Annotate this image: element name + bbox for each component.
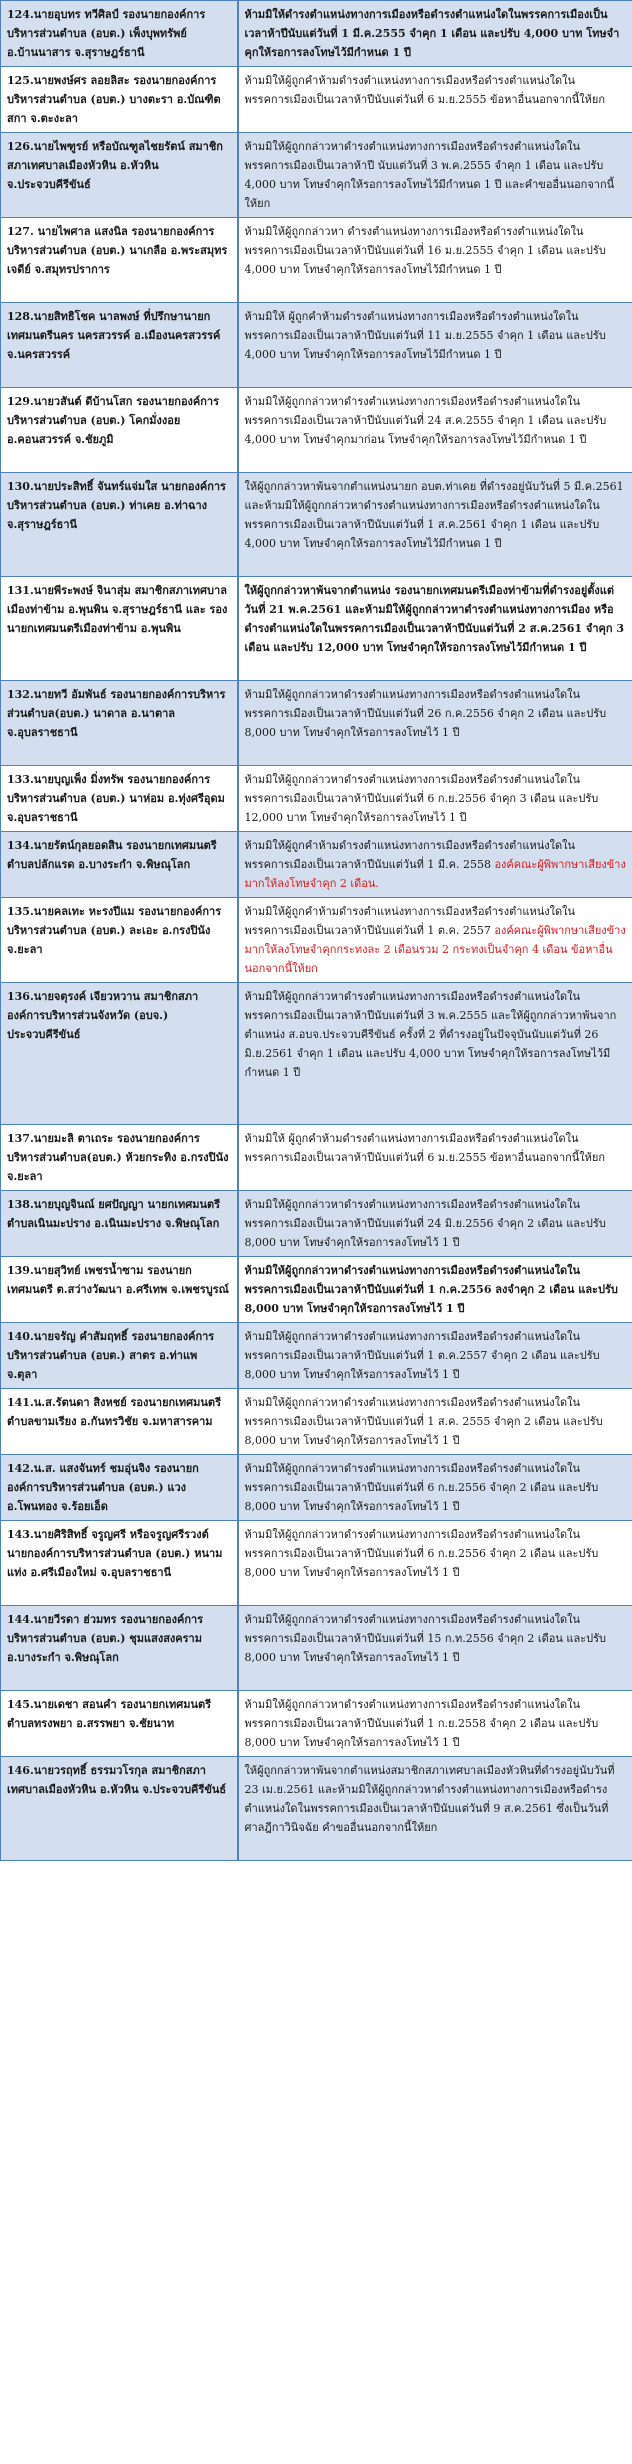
person-cell: 144.นายวีรดา ฮ่วมทร รองนายกองค์การบริหารส่วนตำบล (อบต.) ชุมแสงสงคราม อ.บางระกำ จ.พิษณุโลก bbox=[1, 1606, 238, 1691]
person-cell: 128.นายสิทธิโชค นาลพงษ์ ที่ปรึกษานายกเทศมนตรีนคร นครสวรรค์ อ.เมืองนครสวรรค์ จ.นครสวรรค์ bbox=[1, 303, 238, 388]
penalty-cell: ห้ามมิให้ผู้ถูกกล่าวหาดำรงตำแหน่งทางการเมืองหรือดำรงตำแหน่งใดในพรรคการเมืองเป็นเวลาห้าปีนับแต่วันที่ 24 มิ.ย.2556 จำคุก 2 เดือน และปรับ 8,000 บาท โทษจำคุกให้รอการลงโทษไว้ 1 ปี bbox=[238, 1191, 632, 1257]
table-row bbox=[1, 1323, 632, 1389]
table-row bbox=[1, 1757, 632, 1861]
table-row bbox=[1, 983, 632, 1125]
person-cell: 143.นายศิริสิทธิ์ จรูญศรี หรือจรูญศรีรวงต์ นายกองค์การบริหารส่วนตำบล (อบต.) หนามแท่ง อ.ศรีเมืองใหม่ จ.อุบลราชธานี bbox=[1, 1521, 238, 1606]
person-cell: 124.นายอุบทร ทวีศิลป์ รองนายกองค์การบริหารส่วนตำบล (อบต.) เพ็งบุพทรัพย์ อ.บ้านนาสาร จ.สุราษฎร์ธานี bbox=[1, 1, 238, 67]
table-row bbox=[1, 832, 632, 898]
person-cell: 126.นายไพฑูรย์ หรือบัณฑูลไชยรัตน์ สมาชิกสภาเทศบาลเมืองหัวหิน อ.หัวหิน จ.ประจวบคีรีขันธ์ bbox=[1, 133, 238, 218]
table-row bbox=[1, 1, 632, 67]
table-row bbox=[1, 1691, 632, 1757]
penalty-red-note: องค์คณะผู้พิพากษาเสียงข้างมากให้ลงโทษจำคุกกระทงละ 2 เดือนรวม 2 กระทงเป็นจำคุก 4 เดือน ข้อหาอื่นนอกจากนี้ให้ยก bbox=[244, 924, 626, 975]
person-cell: 133.นายบุญเพ็ง มิ่งทรัพ รองนายกองค์การบริหารส่วนตำบล (อบต.) นาห่อม อ.ทุ่งศรีอุดม จ.อุบลราชธานี bbox=[1, 766, 238, 832]
table-row bbox=[1, 473, 632, 577]
person-cell: 146.นายวรฤทธิ์ ธรรมวโรกุล สมาชิกสภาเทศบาลเมืองหัวหิน อ.หัวหิน จ.ประจวบคีรีขันธ์ bbox=[1, 1757, 238, 1861]
penalty-cell: ห้ามมิให้ผู้ถูกกล่าวหาดำรงตำแหน่งทางการเมืองหรือดำรงตำแหน่งใดในพรรคการเมืองเป็นเวลาห้าปีนับแต่วันที่ 1 ส.ค. 2555 จำคุก 2 เดือน และปรับ 8,000 บาท โทษจำคุกให้รอการลงโทษไว้ 1 ปี bbox=[238, 1389, 632, 1455]
penalty-cell: ห้ามมิให้ผู้ถูกกล่าวหา ดำรงตำแหน่งทางการเมืองหรือดำรงตำแหน่งใดในพรรคการเมืองเป็นเวลาห้าปีนับแต่วันที่ 16 ม.ย.2555 จำคุก 1 เดือน และปรับ 4,000 บาท โทษจำคุกให้รอการลงโทษไว้มีกำหนด 1 ปี bbox=[238, 218, 632, 303]
penalty-cell bbox=[238, 898, 632, 983]
table-row bbox=[1, 681, 632, 766]
penalty-cell: ให้ผู้ถูกกล่าวหาพ้นจากตำแหน่งนายก อบต.ท่าเคย ที่ดำรงอยู่นับวันที่ 5 มี.ค.2561 และห้ามมิให้ผู้ถูกกล่าวหาดำรงตำแหน่งทางการเมืองหรือดำรงตำแหน่งใดในพรรคการเมืองเป็นเวลาห้าปีนับแต่วันที่ 1 ส.ค.2561 จำคุก 1 เดือน และปรับ 4,000 บาท โทษจำคุกให้รอการลงโทษไว้มีกำหนด 1 ปี bbox=[238, 473, 632, 577]
penalty-cell: ห้ามมิให้ผู้ถูกกล่าวหาดำรงตำแหน่งทางการเมืองหรือดำรงตำแหน่งใดในพรรคการเมืองเป็นเวลาห้าปีนับแต่วันที่ 3 พ.ค.2555 และให้ผู้ถูกกล่าวหาพ้นจากตำแหน่ง ส.อบจ.ประจวบคีรีขันธ์ ครั้งที่ 2 ที่ดำรงอยู่ในปัจจุบันนับแต่วันที่ 26 มิ.ย.2561 จำคุก 1 เดือน และปรับ 4,000 บาท โทษจำคุกให้รอการลงโทษไว้มีกำหนด 1 ปี bbox=[238, 983, 632, 1125]
table-row bbox=[1, 577, 632, 681]
table-row bbox=[1, 1389, 632, 1455]
person-cell: 129.นายวสันต์ ดีบ้านโสก รองนายกองค์การบริหารส่วนตำบล (อบต.) โคกมั่งงอย อ.คอนสวรรค์ จ.ชัยภูมิ bbox=[1, 388, 238, 473]
table-row bbox=[1, 1521, 632, 1606]
penalty-cell: ห้ามมิให้ผู้ถูกกล่าวหาดำรงตำแหน่งทางการเมืองหรือดำรงตำแหน่งใดในพรรคการเมืองเป็นเวลาห้าปีนับแต่วันที่ 1 ต.ค.2557 จำคุก 2 เดือน และปรับ 8,000 บาท โทษจำคุกให้รอการลงโทษไว้ 1 ปี bbox=[238, 1323, 632, 1389]
penalty-cell: ห้ามมิให้ ผู้ถูกคำห้ามดำรงตำแหน่งทางการเมืองหรือดำรงตำแหน่งใดในพรรคการเมืองเป็นเวลาห้าปีนับแต่วันที่ 6 ม.ย.2555 ข้อหาอื่นนอกจากนี้ให้ยก bbox=[238, 1125, 632, 1191]
penalty-cell bbox=[238, 832, 632, 898]
person-cell: 145.นายเดชา สอนคำ รองนายกเทศมนตรีตำบลทรงพยา อ.สรรพยา จ.ชัยนาท bbox=[1, 1691, 238, 1757]
person-cell: 138.นายบุญจินณ์ ยศปัญญา นายกเทศมนตรีตำบลเนินมะปราง อ.เนินมะปราง จ.พิษณุโลก bbox=[1, 1191, 238, 1257]
penalty-cell: ห้ามมิให้ผู้ถูกคำห้ามดำรงตำแหน่งทางการเมืองหรือดำรงตำแหน่งใดในพรรคการเมืองเป็นเวลาห้าปีนับแต่วันที่ 6 ม.ย.2555 ข้อหาอื่นนอกจากนี้ให้ยก bbox=[238, 67, 632, 133]
ruling-table-body bbox=[1, 1, 632, 1861]
table-row bbox=[1, 1455, 632, 1521]
person-cell: 141.น.ส.รัตนดา สิงหชย์ รองนายกเทศมนตรีตำบลขามเรียง อ.กันทรวิชัย จ.มหาสารคาม bbox=[1, 1389, 238, 1455]
penalty-cell: ให้ผู้ถูกกล่าวหาพ้นจากตำแหน่ง รองนายกเทศมนตรีเมืองท่าข้ามที่ดำรงอยู่ตั้งแต่วันที่ 21 พ.ค.2561 และห้ามมิให้ผู้ถูกกล่าวหาดำรงตำแหน่งทางการเมือง หรือดำรงตำแหน่งใดในพรรคการเมืองเป็นเวลาห้าปีนับแต่วันที่ 2 ส.ค.2561 จำคุก 3 เดือน และปรับ 12,000 บาท โทษจำคุกให้รอการลงโทษไว้มีกำหนด 1 ปี bbox=[238, 577, 632, 681]
penalty-text: ห้ามมิให้ผู้ถูกคำห้ามดำรงตำแหน่งทางการเมืองหรือดำรงตำแหน่งใดในพรรคการเมืองเป็นเวลาห้าปีนับแต่วันที่ 1 ต.ค. 2557 bbox=[244, 905, 576, 937]
penalty-cell: ห้ามมิให้ผู้ถูกกล่าวหาดำรงตำแหน่งทางการเมืองหรือดำรงตำแหน่งใดในพรรคการเมืองเป็นเวลาห้าปีนับแต่วันที่ 24 ส.ค.2555 จำคุก 1 เดือน และปรับ 4,000 บาท โทษจำคุกมาก่อน โทษจำคุกให้รอการลงโทษไว้มีกำหนด 1 ปี bbox=[238, 388, 632, 473]
penalty-cell: ห้ามมิให้ผู้ถูกกล่าวหาดำรงตำแหน่งทางการเมืองหรือดำรงตำแหน่งใดในพรรคการเมืองเป็นเวลาห้าปีนับแต่วันที่ 6 ก.ย.2556 จำคุก 2 เดือน และปรับ 8,000 บาท โทษจำคุกให้รอการลงโทษไว้ 1 ปี bbox=[238, 1521, 632, 1606]
table-row bbox=[1, 1125, 632, 1191]
penalty-cell: ให้ผู้ถูกกล่าวหาพ้นจากตำแหน่งสมาชิกสภาเทศบาลเมืองหัวหินที่ดำรงอยู่นับวันที่ 23 เม.ย.2561 และห้ามมิให้ผู้ถูกกล่าวหาดำรงตำแหน่งทางการเมืองหรือดำรงตำแหน่งใดในพรรคการเมืองเป็นเวลาห้าปีนับแต่วันที่ 9 ส.ค.2561 ซึ่งเป็นวันที่ศาลฎีกาวินิจฉัย คำขออื่นนอกจากนี้ให้ยก bbox=[238, 1757, 632, 1861]
person-cell: 139.นายสุวิทย์ เพชรน้ำซาม รองนายกเทศมนตรี ต.สว่างวัฒนา อ.ศรีเทพ จ.เพชรบูรณ์ bbox=[1, 1257, 238, 1323]
person-cell: 127. นายไพศาล แสงนิล รองนายกองค์การบริหารส่วนตำบล (อบต.) นาเกลือ อ.พระสมุทรเจดีย์ จ.สมุทรปราการ bbox=[1, 218, 238, 303]
penalty-cell: ห้ามมิให้ดำรงตำแหน่งทางการเมืองหรือดำรงตำแหน่งใดในพรรคการเมืองเป็นเวลาห้าปีนับแต่วันที่ 1 มี.ค.2555 จำคุก 1 เดือน และปรับ 4,000 บาท โทษจำคุกให้รอการลงโทษไว้มีกำหนด 1 ปี bbox=[238, 1, 632, 67]
table-row bbox=[1, 67, 632, 133]
penalty-cell: ห้ามมิให้ผู้ถูกกล่าวหาดำรงตำแหน่งทางการเมืองหรือดำรงตำแหน่งใดในพรรคการเมืองเป็นเวลาห้าปีนับแต่วันที่ 6 ก.ย.2556 จำคุก 3 เดือน และปรับ 12,000 บาท โทษจำคุกให้รอการลงโทษไว้ 1 ปี bbox=[238, 766, 632, 832]
penalty-cell: ห้ามมิให้ผู้ถูกกล่าวหาดำรงตำแหน่งทางการเมืองหรือดำรงตำแหน่งใดในพรรคการเมืองเป็นเวลาห้าปีนับแต่วันที่ 26 ก.ค.2556 จำคุก 2 เดือน และปรับ 8,000 บาท โทษจำคุกให้รอการลงโทษไว้ 1 ปี bbox=[238, 681, 632, 766]
person-cell: 134.นายรัตน์กุลยอดสิน รองนายกเทศมนตรีตำบลปลักแรด อ.บางระกำ จ.พิษณุโลก bbox=[1, 832, 238, 898]
person-cell: 136.นายจตุรงค์ เจียวหวาน สมาชิกสภาองค์การบริหารส่วนจังหวัด (อบจ.) ประจวบคีรีขันธ์ bbox=[1, 983, 238, 1125]
penalty-cell: ห้ามมิให้ผู้ถูกกล่าวหาดำรงตำแหน่งทางการเมืองหรือดำรงตำแหน่งใดในพรรคการเมืองเป็นเวลาห้าปี นับแต่วันที่ 3 พ.ค.2555 จำคุก 1 เดือน และปรับ 4,000 บาท โทษจำคุกให้รอการลงโทษไว้มีกำหนด 1 ปี และคำขออื่นนอกจากนี้ให้ยก bbox=[238, 133, 632, 218]
penalty-cell: ห้ามมิให้ผู้ถูกกล่าวหาดำรงตำแหน่งทางการเมืองหรือดำรงตำแหน่งใดในพรรคการเมืองเป็นเวลาห้าปีนับแต่วันที่ 1 ก.ย.2558 จำคุก 2 เดือน และปรับ 8,000 บาท โทษจำคุกให้รอการลงโทษไว้ 1 ปี bbox=[238, 1691, 632, 1757]
table-row bbox=[1, 1606, 632, 1691]
person-cell: 137.นายมะลิ ตาเถระ รองนายกองค์การบริหารส่วนตำบล(อบต.) ห้วยกระทิง อ.กรงปินัง จ.ยะลา bbox=[1, 1125, 238, 1191]
table-row bbox=[1, 898, 632, 983]
penalty-red-note: องค์คณะผู้พิพากษาเสียงข้างมากให้ลงโทษจำคุก 2 เดือน. bbox=[244, 858, 626, 890]
table-row bbox=[1, 1191, 632, 1257]
penalty-text: ห้ามมิให้ผู้ถูกคำห้ามดำรงตำแหน่งทางการเมืองหรือดำรงตำแหน่งใดในพรรคการเมืองเป็นเวลาห้าปีนับแต่วันที่ 1 มี.ค. 2558 bbox=[244, 839, 576, 871]
table-row bbox=[1, 388, 632, 473]
table-row bbox=[1, 303, 632, 388]
table-row bbox=[1, 133, 632, 218]
penalty-cell: ห้ามมิให้ผู้ถูกกล่าวหาดำรงตำแหน่งทางการเมืองหรือดำรงตำแหน่งใดในพรรคการเมืองเป็นเวลาห้าปีนับแต่วันที่ 1 ก.ค.2556 ลงจำคุก 2 เดือน และปรับ 8,000 บาท โทษจำคุกให้รอการลงโทษไว้ 1 ปี bbox=[238, 1257, 632, 1323]
person-cell: 142.น.ส. แสงจันทร์ ชมอุ่นจิง รองนายกองค์การบริหารส่วนตำบล (อบต.) แวง อ.โพนทอง จ.ร้อยเอ็ด bbox=[1, 1455, 238, 1521]
table-row bbox=[1, 1257, 632, 1323]
table-row bbox=[1, 766, 632, 832]
person-cell: 131.นายพีระพงษ์ จินาสุ่ม สมาชิกสภาเทศบาลเมืองท่าข้าม อ.พุนพิน จ.สุราษฎร์ธานี และ รองนายกเทศมนตรีเมืองท่าข้าม อ.พุนพิน bbox=[1, 577, 238, 681]
person-cell: 140.นายจรัญ คำสัมฤทธิ์ รองนายกองค์การบริหารส่วนตำบล (อบต.) สาตร อ.ท่าแพ จ.ตุลา bbox=[1, 1323, 238, 1389]
person-cell: 135.นายคลเทะ หะรงปีแม รองนายกองค์การบริหารส่วนตำบล (อบต.) ละเอะ อ.กรงปินัง จ.ยะลา bbox=[1, 898, 238, 983]
person-cell: 130.นายประสิทธิ์ จันทร์แจ่มใส นายกองค์การบริหารส่วนตำบล (อบต.) ท่าเคย อ.ท่าฉาง จ.สุราษฎร์ธานี bbox=[1, 473, 238, 577]
person-cell: 125.นายพงษ์ศร ลอยลิสะ รองนายกองค์การบริหารส่วนตำบล (อบต.) บางตะรา อ.บัณฑิตสกา จ.ตะงะลา bbox=[1, 67, 238, 133]
penalty-cell: ห้ามมิให้ ผู้ถูกคำห้ามดำรงตำแหน่งทางการเมืองหรือดำรงตำแหน่งใดในพรรคการเมืองเป็นเวลาห้าปีนับแต่วันที่ 11 ม.ย.2555 จำคุก 1 เดือน และปรับ 4,000 บาท โทษจำคุกให้รอการลงโทษไว้มีกำหนด 1 ปี bbox=[238, 303, 632, 388]
penalty-cell: ห้ามมิให้ผู้ถูกกล่าวหาดำรงตำแหน่งทางการเมืองหรือดำรงตำแหน่งใดในพรรคการเมืองเป็นเวลาห้าปีนับแต่วันที่ 6 ก.ย.2556 จำคุก 2 เดือน และปรับ 8,000 บาท โทษจำคุกให้รอการลงโทษไว้ 1 ปี bbox=[238, 1455, 632, 1521]
person-cell: 132.นายทวี อัมพันธ์ รองนายกองค์การบริหารส่วนตำบล(อบต.) นาดาล อ.นาตาล จ.อุบลราชธานี bbox=[1, 681, 238, 766]
penalty-cell: ห้ามมิให้ผู้ถูกกล่าวหาดำรงตำแหน่งทางการเมืองหรือดำรงตำแหน่งใดในพรรคการเมืองเป็นเวลาห้าปีนับแต่วันที่ 15 ก.ท.2556 จำคุก 2 เดือน และปรับ 8,000 บาท โทษจำคุกให้รอการลงโทษไว้ 1 ปี bbox=[238, 1606, 632, 1691]
table-row bbox=[1, 218, 632, 303]
